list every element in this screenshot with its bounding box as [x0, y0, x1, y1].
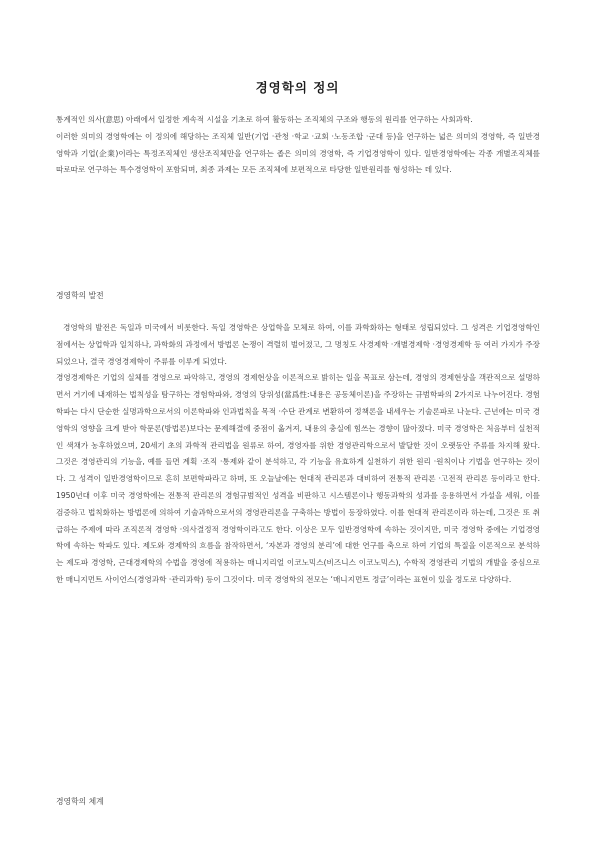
section-heading-development: 경영학의 발전 — [56, 291, 104, 300]
page-title: 경영학의 정의 — [255, 80, 340, 95]
section-heading-system: 경영학의 체계 — [56, 797, 104, 806]
development-paragraph: 경영경제학은 기업의 실체를 경영으로 파악하고, 경영의 경제현상을 이론적으로 밝히는 일을 목표로 삼는데, 경영의 경제현상을 객관적으로 설명하면서 거기에 내재하는 법칙성을 탐구하는 경험학파와, 경영의 당위성(當爲性:내용은 공동체이론)을 주장하는 규범학파의 2가지로 나누어진다. 경험학파는 다시 단순한 실명과학으로서의 이론학파와 인과법칙을 목적 ·수단 관계로 변환하여 정책론을 내세우는 기술론파로 나눈다. 근년에는 미국 경영학의 영향을 크게 받아 학문론(방법론)보다는 문제해결에 중점이 옮겨져, 내용의 충실에 힘쓰는 경향이 많아졌다. 미국 경영학은 처음부터 실천적인 색채가 농후하였으며, 20세기 초의 과학적 관리법을 원류로 하여, 경영자를 위한 경영관리학으로서 발달한 것이 오랫동안 주류를 차지해 왔다. 그것은 경영관리의 기능을, 예를 들면 계획 ·조직 ·통제와 같이 분석하고, 각 기능을 유효하게 실천하기 위한 원리 ·원칙이나 기법을 연구하는 것이다. 그 성격이 일반경영학이므로 흔히 보편학파라고 하며, 또 오늘날에는 현대적 관리론과 대비하여 전통적 관리론 ·고전적 관리론 등이라고 한다. 1950년대 이후 미국 경영학에는 전통적 관리론의 경험규범적인 성격을 비판하고 시스템론이나 행동과학의 성과를 응용하면서 가설을 세워, 이를 검증하고 법칙화하는 방법론에 의하여 기술과학으로서의 경영관리론을 구축하는 방법이 등장하였다. 이를 현대적 관리론이라 하는데, 그것은 또 취급하는 주제에 따라 조직론적 경영학 ·의사결정적 경영학이라고도 한다. 이상은 모두 일반경영학에 속하는 것이지만, 미국 경영학 중에는 기업경영학에 속하는 학파도 있다. 제도와 경제학의 흐름을 참작하면서, ‘자본과 경영의 분리’에 대한 연구를 축으로 하여 기업의 특질을 이론적으로 분석하는 제도파 경영학, 근대경제학의 수법을 경영에 적용하는 매니지리얼 이코노믹스(비즈니스 이코노믹스), 수학적 경영관리 기법의 개발을 중심으로 한 매니지먼트 사이언스(경영과학 ·관리과학) 등이 그것이다. 미국 경영학의 전모는 ‘매니지먼트 정글’이라는 표현이 있을 정도로 다양하다. — [56, 373, 540, 584]
intro-paragraph: 통계적인 의사(意思) 아래에서 일정한 계속적 시설을 기초로 하여 활동하는 조직체의 구조와 행동의 원리를 연구하는 사회과학. — [56, 115, 473, 124]
development-section — [56, 320, 540, 589]
intro-paragraph: 이러한 의미의 경영학에는 이 정의에 해당하는 조직체 일반(기업 ·관청 ·학교 ·교회 ·노동조합 ·군대 등)을 연구하는 넓은 의미의 경영학, 즉 일반경영학과 기업(企業)이라는 특정조직체인 생산조직체만을 연구하는 좁은 의미의 경영학, 즉 기업경영학이 있다. 일반경영학에는 각종 개별조직체를 따로따로 연구하는 특수경영학이 포함되며, 최종 과제는 모든 조직체에 보편적으로 타당한 일반원리를 형성하는 데 있다. — [56, 131, 540, 175]
development-paragraph: 경영학의 발전은 독일과 미국에서 비롯한다. 독일 경영학은 상업학을 모체로 하여, 이를 과학화하는 형태로 성립되었다. 그 성격은 기업경영학인 점에서는 상업학과 일치하나, 과학화의 과정에서 방법론 논쟁이 격렬히 벌어졌고, 그 명칭도 사경제학 ·개별경제학 ·경영경제학 등 여러 가지가 주장되었으나, 결국 경영경제학이 주류를 이루게 되었다. — [56, 323, 540, 366]
intro-section — [56, 112, 540, 179]
